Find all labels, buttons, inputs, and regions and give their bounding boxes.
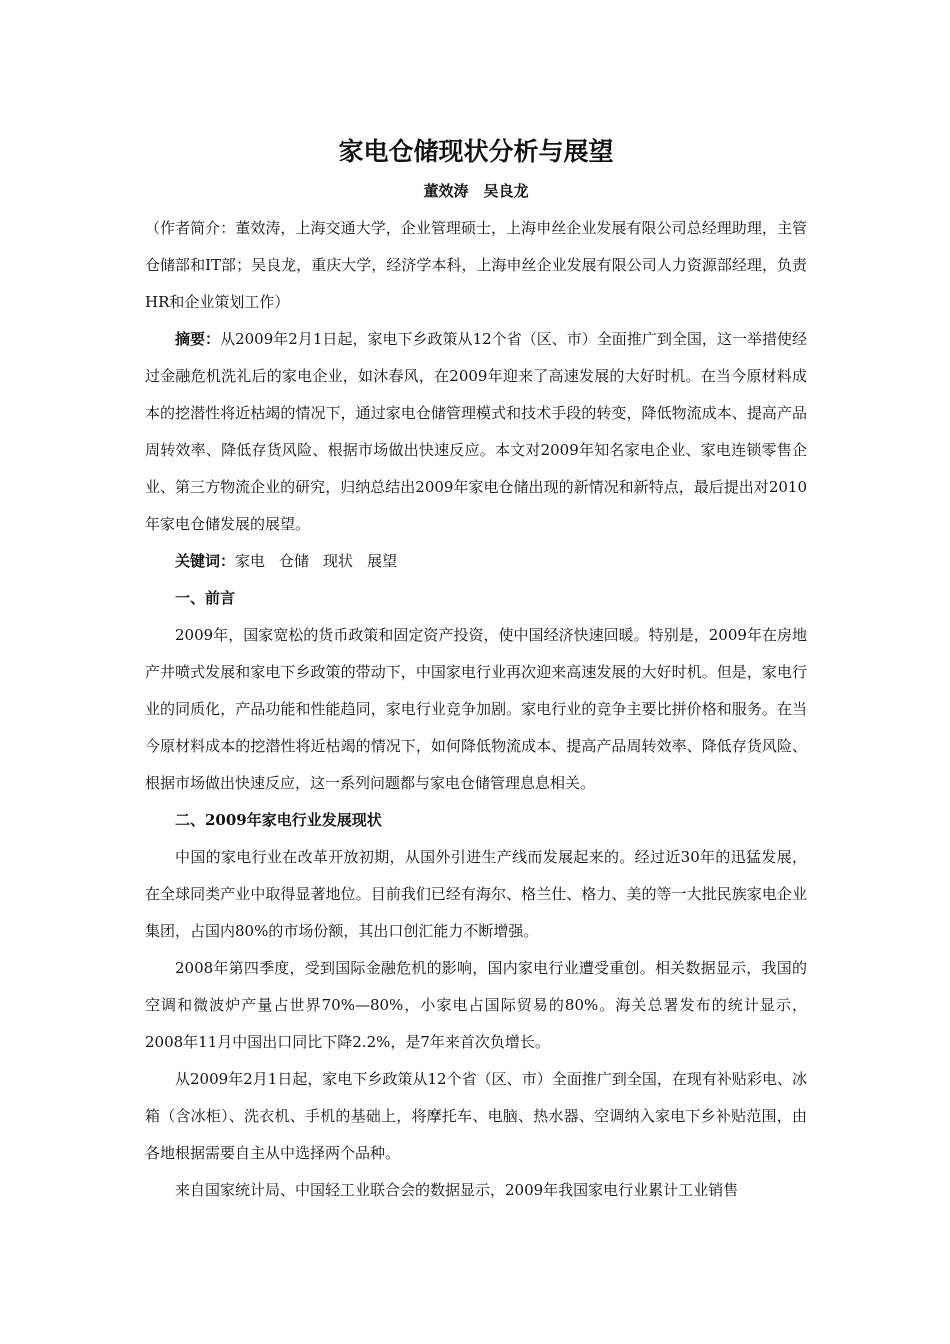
body-paragraph: 来自国家统计局、中国轻工业联合会的数据显示，2009年我国家电行业累计工业销售 xyxy=(175,1181,739,1199)
document-body xyxy=(145,128,807,1209)
abstract-text: 从2009年2月1日起，家电下乡政策从12个省（区、市）全面推广到全国，这一举措使经过金融危机洗礼后的家电企业，如沐春风，在2009年迎来了高速发展的大好时机。在当今原材料成本的挖潜性将近枯竭的情况下，通过家电仓储管理模式和技术手段的转变，降低物流成本、提高产品周转效率、降低存货风险、根据市场做出快速反应。本文对2009年知名家电企业、家电连锁零售企业、第三方物流企业的研究，归纳总结出2009年家电仓储出现的新情况和新特点，最后提出对2010年家电仓储发展的展望。 xyxy=(145,330,807,533)
keywords-line xyxy=(145,543,807,580)
keyword: 家电 xyxy=(235,552,266,570)
abstract-label: 摘要： xyxy=(175,330,221,348)
author-intro: （作者简介：董效涛，上海交通大学，企业管理硕士，上海申丝企业发展有限公司总经理助理，主管仓储部和IT部；吴良龙，重庆大学，经济学本科，上海申丝企业发展有限公司人力资源部经理，负责HR和企业策划工作） xyxy=(145,219,807,311)
keyword: 仓储 xyxy=(279,552,310,570)
authors-line: 董效涛 吴良龙 xyxy=(423,182,529,200)
body-paragraph: 2009年，国家宽松的货币政策和固定资产投资，使中国经济快速回暖。特别是，2009年在房地产井喷式发展和家电下乡政策的带动下，中国家电行业再次迎来高速发展的大好时机。但是，家电行业的同质化，产品功能和性能趋同，家电行业竞争加剧。家电行业的竞争主要比拼价格和服务。在当今原材料成本的挖潜性将近枯竭的情况下，如何降低物流成本、提高产品周转效率、降低存货风险、根据市场做出快速反应，这一系列问题都与家电仓储管理息息相关。 xyxy=(145,626,807,792)
keyword: 展望 xyxy=(367,552,398,570)
section-heading: 一、前言 xyxy=(175,589,236,607)
abstract-paragraph xyxy=(145,321,807,543)
body-paragraph: 从2009年2月1日起，家电下乡政策从12个省（区、市）全面推广到全国，在现有补贴彩电、冰箱（含冰柜）、洗衣机、手机的基础上，将摩托车、电脑、热水器、空调纳入家电下乡补贴范围，由各地根据需要自主从中选择两个品种。 xyxy=(145,1070,807,1162)
body-paragraph: 中国的家电行业在改革开放初期，从国外引进生产线而发展起来的。经过近30年的迅猛发展，在全球同类产业中取得显著地位。目前我们已经有海尔、格兰仕、格力、美的等一大批民族家电企业集团，占国内80%的市场份额，其出口创汇能力不断增强。 xyxy=(145,848,807,940)
keywords-label: 关键词： xyxy=(175,552,236,570)
body-paragraph: 2008年第四季度，受到国际金融危机的影响，国内家电行业遭受重创。相关数据显示，我国的空调和微波炉产量占世界70%—80%，小家电占国际贸易的80%。海关总署发布的统计显示，2008年11月中国出口同比下降2.2%，是7年来首次负增长。 xyxy=(145,959,807,1051)
section-heading: 二、2009年家电行业发展现状 xyxy=(175,811,382,829)
document-title: 家电仓储现状分析与展望 xyxy=(338,137,614,166)
keyword: 现状 xyxy=(323,552,354,570)
